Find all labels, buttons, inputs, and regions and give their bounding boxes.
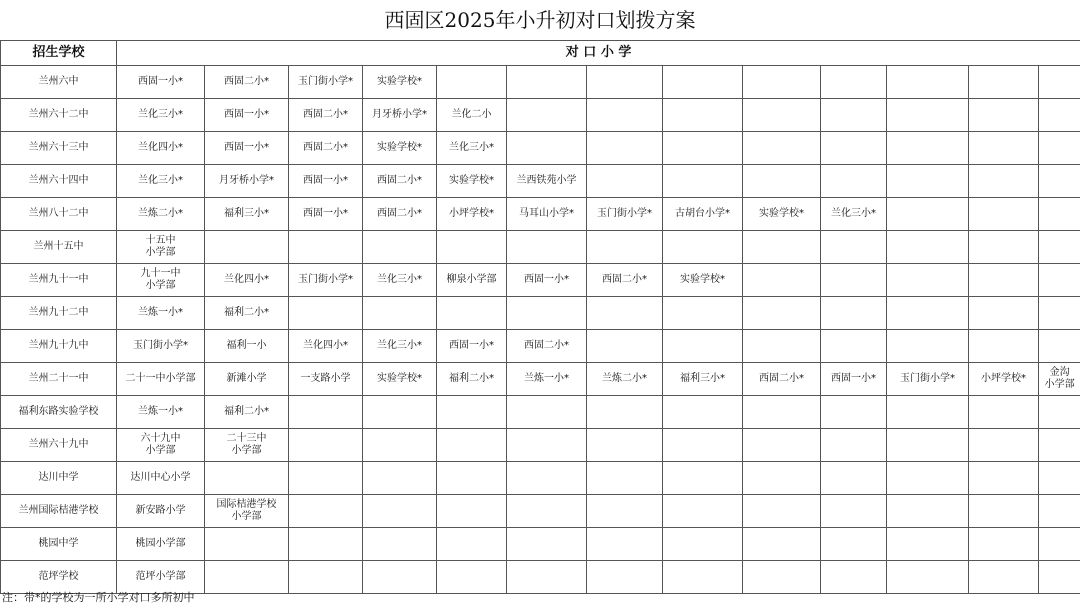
empty-cell — [743, 99, 821, 132]
empty-cell — [289, 429, 363, 462]
table-row — [1, 396, 1080, 429]
empty-cell — [663, 165, 743, 198]
empty-cell — [663, 231, 743, 264]
empty-cell — [205, 528, 289, 561]
feeder-school: 国际桔港学校 小学部 — [205, 495, 289, 528]
empty-cell — [587, 297, 663, 330]
empty-cell — [663, 99, 743, 132]
empty-cell — [1039, 396, 1080, 429]
feeder-school: 福利三小* — [663, 363, 743, 396]
feeder-school: 兰化四小* — [289, 330, 363, 363]
table-row — [1, 561, 1080, 594]
table-row — [1, 165, 1080, 198]
feeder-school: 福利二小* — [437, 363, 507, 396]
empty-cell — [587, 330, 663, 363]
school-name: 兰州九十二中 — [1, 297, 117, 330]
empty-cell — [663, 330, 743, 363]
school-name: 兰州二十一中 — [1, 363, 117, 396]
feeder-school: 桃园小学部 — [117, 528, 205, 561]
empty-cell — [821, 99, 887, 132]
feeder-school: 兰化三小* — [363, 330, 437, 363]
empty-cell — [1039, 528, 1080, 561]
feeder-school: 十五中 小学部 — [117, 231, 205, 264]
feeder-school: 玉门街小学* — [117, 330, 205, 363]
empty-cell — [507, 561, 587, 594]
empty-cell — [969, 165, 1039, 198]
empty-cell — [969, 198, 1039, 231]
empty-cell — [743, 132, 821, 165]
school-name: 兰州九十一中 — [1, 264, 117, 297]
empty-cell — [587, 165, 663, 198]
empty-cell — [437, 561, 507, 594]
feeder-school: 兰化三小* — [363, 264, 437, 297]
empty-cell — [1039, 66, 1080, 99]
feeder-school: 西固一小* — [507, 264, 587, 297]
empty-cell — [289, 396, 363, 429]
table-row — [1, 330, 1080, 363]
empty-cell — [743, 231, 821, 264]
empty-cell — [205, 231, 289, 264]
feeder-school: 达川中心小学 — [117, 462, 205, 495]
feeder-school: 兰化三小* — [437, 132, 507, 165]
feeder-school: 兰化三小* — [821, 198, 887, 231]
empty-cell — [587, 231, 663, 264]
empty-cell — [663, 66, 743, 99]
empty-cell — [969, 330, 1039, 363]
table-row — [1, 99, 1080, 132]
feeder-school: 玉门街小学* — [887, 363, 969, 396]
empty-cell — [969, 396, 1039, 429]
header-feeder: 对 口 小 学 — [117, 41, 1080, 66]
empty-cell — [821, 462, 887, 495]
empty-cell — [821, 231, 887, 264]
empty-cell — [437, 462, 507, 495]
school-name: 兰州六中 — [1, 66, 117, 99]
feeder-school: 西固二小* — [507, 330, 587, 363]
feeder-school: 一支路小学 — [289, 363, 363, 396]
footnote: 注：带*的学校为一所小学对口多所初中 — [2, 591, 195, 604]
table-row — [1, 429, 1080, 462]
feeder-school: 西固二小* — [363, 198, 437, 231]
feeder-school: 二十三中 小学部 — [205, 429, 289, 462]
empty-cell — [289, 528, 363, 561]
empty-cell — [743, 561, 821, 594]
empty-cell — [743, 528, 821, 561]
feeder-school: 兰炼二小* — [117, 198, 205, 231]
feeder-school: 西固二小* — [363, 165, 437, 198]
table-row — [1, 198, 1080, 231]
feeder-school: 金沟 小学部 — [1039, 363, 1080, 396]
empty-cell — [887, 561, 969, 594]
empty-cell — [587, 132, 663, 165]
empty-cell — [821, 165, 887, 198]
empty-cell — [587, 462, 663, 495]
empty-cell — [663, 495, 743, 528]
feeder-school: 实验学校* — [743, 198, 821, 231]
table-body — [1, 66, 1080, 594]
school-name: 兰州六十二中 — [1, 99, 117, 132]
feeder-school: 福利一小 — [205, 330, 289, 363]
empty-cell — [663, 297, 743, 330]
empty-cell — [437, 231, 507, 264]
feeder-school: 古胡台小学* — [663, 198, 743, 231]
feeder-school: 西固一小* — [205, 132, 289, 165]
table-row — [1, 66, 1080, 99]
empty-cell — [289, 462, 363, 495]
feeder-school: 柳泉小学部 — [437, 264, 507, 297]
empty-cell — [1039, 561, 1080, 594]
empty-cell — [743, 66, 821, 99]
feeder-school: 兰炼一小* — [117, 396, 205, 429]
empty-cell — [507, 99, 587, 132]
empty-cell — [743, 165, 821, 198]
empty-cell — [1039, 231, 1080, 264]
feeder-school: 西固二小* — [743, 363, 821, 396]
empty-cell — [887, 528, 969, 561]
empty-cell — [887, 429, 969, 462]
empty-cell — [663, 528, 743, 561]
feeder-school: 西固一小* — [117, 66, 205, 99]
empty-cell — [887, 396, 969, 429]
feeder-school: 玉门街小学* — [289, 264, 363, 297]
feeder-school: 九十一中 小学部 — [117, 264, 205, 297]
empty-cell — [205, 462, 289, 495]
empty-cell — [587, 396, 663, 429]
table-row — [1, 363, 1080, 396]
empty-cell — [743, 495, 821, 528]
feeder-school: 福利二小* — [205, 396, 289, 429]
feeder-school: 实验学校* — [363, 132, 437, 165]
empty-cell — [289, 495, 363, 528]
feeder-school: 范坪小学部 — [117, 561, 205, 594]
empty-cell — [1039, 264, 1080, 297]
feeder-school: 月牙桥小学* — [205, 165, 289, 198]
school-name: 兰州十五中 — [1, 231, 117, 264]
feeder-school: 小坪学校* — [969, 363, 1039, 396]
empty-cell — [821, 561, 887, 594]
empty-cell — [507, 231, 587, 264]
school-name: 范坪学校 — [1, 561, 117, 594]
empty-cell — [821, 429, 887, 462]
empty-cell — [821, 297, 887, 330]
empty-cell — [969, 66, 1039, 99]
allocation-table — [0, 40, 1080, 594]
empty-cell — [1039, 462, 1080, 495]
empty-cell — [663, 429, 743, 462]
school-name: 兰州国际桔港学校 — [1, 495, 117, 528]
feeder-school: 兰化三小* — [117, 99, 205, 132]
empty-cell — [507, 528, 587, 561]
empty-cell — [887, 198, 969, 231]
feeder-school: 实验学校* — [663, 264, 743, 297]
empty-cell — [1039, 99, 1080, 132]
empty-cell — [437, 396, 507, 429]
empty-cell — [1039, 297, 1080, 330]
empty-cell — [663, 561, 743, 594]
feeder-school: 二十一中小学部 — [117, 363, 205, 396]
school-name: 兰州六十三中 — [1, 132, 117, 165]
table-row — [1, 528, 1080, 561]
empty-cell — [437, 528, 507, 561]
empty-cell — [507, 132, 587, 165]
empty-cell — [363, 462, 437, 495]
empty-cell — [1039, 429, 1080, 462]
empty-cell — [507, 66, 587, 99]
empty-cell — [969, 561, 1039, 594]
empty-cell — [663, 462, 743, 495]
feeder-school: 兰化四小* — [205, 264, 289, 297]
empty-cell — [363, 429, 437, 462]
empty-cell — [363, 297, 437, 330]
table-row — [1, 264, 1080, 297]
empty-cell — [887, 330, 969, 363]
feeder-school: 兰化三小* — [117, 165, 205, 198]
empty-cell — [887, 462, 969, 495]
empty-cell — [821, 396, 887, 429]
header-school: 招生学校 — [1, 41, 117, 66]
empty-cell — [1039, 495, 1080, 528]
empty-cell — [1039, 165, 1080, 198]
feeder-school: 玉门街小学* — [289, 66, 363, 99]
table-row — [1, 462, 1080, 495]
empty-cell — [821, 528, 887, 561]
feeder-school: 西固一小* — [821, 363, 887, 396]
empty-cell — [1039, 198, 1080, 231]
empty-cell — [507, 297, 587, 330]
feeder-school: 兰炼一小* — [507, 363, 587, 396]
empty-cell — [743, 462, 821, 495]
empty-cell — [363, 495, 437, 528]
empty-cell — [363, 231, 437, 264]
school-name: 兰州九十九中 — [1, 330, 117, 363]
page-title: 西固区2025年小升初对口划拨方案 — [384, 8, 696, 32]
empty-cell — [887, 165, 969, 198]
table-row — [1, 297, 1080, 330]
empty-cell — [969, 231, 1039, 264]
feeder-school: 西固一小* — [289, 198, 363, 231]
empty-cell — [363, 561, 437, 594]
empty-cell — [289, 297, 363, 330]
empty-cell — [743, 264, 821, 297]
empty-cell — [507, 462, 587, 495]
empty-cell — [437, 66, 507, 99]
empty-cell — [1039, 330, 1080, 363]
school-name: 福利东路实验学校 — [1, 396, 117, 429]
empty-cell — [205, 561, 289, 594]
feeder-school: 新安路小学 — [117, 495, 205, 528]
feeder-school: 兰炼一小* — [117, 297, 205, 330]
feeder-school: 兰化二小 — [437, 99, 507, 132]
empty-cell — [663, 132, 743, 165]
empty-cell — [363, 396, 437, 429]
empty-cell — [507, 429, 587, 462]
empty-cell — [507, 396, 587, 429]
empty-cell — [289, 231, 363, 264]
empty-cell — [821, 495, 887, 528]
empty-cell — [969, 429, 1039, 462]
empty-cell — [969, 99, 1039, 132]
empty-cell — [363, 528, 437, 561]
empty-cell — [743, 330, 821, 363]
feeder-school: 西固二小* — [289, 132, 363, 165]
empty-cell — [887, 264, 969, 297]
empty-cell — [587, 561, 663, 594]
empty-cell — [887, 231, 969, 264]
table-row — [1, 231, 1080, 264]
empty-cell — [969, 132, 1039, 165]
empty-cell — [507, 495, 587, 528]
empty-cell — [743, 297, 821, 330]
feeder-school: 西固二小* — [205, 66, 289, 99]
empty-cell — [887, 495, 969, 528]
empty-cell — [437, 429, 507, 462]
empty-cell — [587, 429, 663, 462]
table-row — [1, 132, 1080, 165]
feeder-school: 西固二小* — [587, 264, 663, 297]
school-name: 兰州六十四中 — [1, 165, 117, 198]
empty-cell — [821, 66, 887, 99]
empty-cell — [969, 528, 1039, 561]
feeder-school: 新滩小学 — [205, 363, 289, 396]
feeder-school: 福利三小* — [205, 198, 289, 231]
empty-cell — [587, 495, 663, 528]
feeder-school: 月牙桥小学* — [363, 99, 437, 132]
empty-cell — [437, 495, 507, 528]
empty-cell — [1039, 132, 1080, 165]
feeder-school: 实验学校* — [363, 66, 437, 99]
table-row — [1, 495, 1080, 528]
empty-cell — [743, 429, 821, 462]
feeder-school: 实验学校* — [363, 363, 437, 396]
empty-cell — [887, 99, 969, 132]
feeder-school: 马耳山小学* — [507, 198, 587, 231]
empty-cell — [289, 561, 363, 594]
empty-cell — [887, 297, 969, 330]
feeder-school: 六十九中 小学部 — [117, 429, 205, 462]
empty-cell — [587, 99, 663, 132]
feeder-school: 小坪学校* — [437, 198, 507, 231]
school-name: 达川中学 — [1, 462, 117, 495]
empty-cell — [821, 330, 887, 363]
empty-cell — [587, 528, 663, 561]
empty-cell — [969, 264, 1039, 297]
empty-cell — [969, 462, 1039, 495]
empty-cell — [969, 297, 1039, 330]
empty-cell — [821, 132, 887, 165]
feeder-school: 西固一小* — [205, 99, 289, 132]
empty-cell — [437, 297, 507, 330]
school-name: 兰州八十二中 — [1, 198, 117, 231]
empty-cell — [969, 495, 1039, 528]
empty-cell — [743, 396, 821, 429]
empty-cell — [663, 396, 743, 429]
empty-cell — [821, 264, 887, 297]
empty-cell — [587, 66, 663, 99]
school-name: 桃园中学 — [1, 528, 117, 561]
feeder-school: 福利二小* — [205, 297, 289, 330]
table-header-row — [1, 41, 1080, 66]
feeder-school: 兰炼二小* — [587, 363, 663, 396]
feeder-school: 西固二小* — [289, 99, 363, 132]
feeder-school: 西固一小* — [437, 330, 507, 363]
feeder-school: 兰化四小* — [117, 132, 205, 165]
feeder-school: 西固一小* — [289, 165, 363, 198]
school-name: 兰州六十九中 — [1, 429, 117, 462]
empty-cell — [887, 66, 969, 99]
feeder-school: 实验学校* — [437, 165, 507, 198]
feeder-school: 玉门街小学* — [587, 198, 663, 231]
empty-cell — [887, 132, 969, 165]
feeder-school: 兰西铁苑小学 — [507, 165, 587, 198]
